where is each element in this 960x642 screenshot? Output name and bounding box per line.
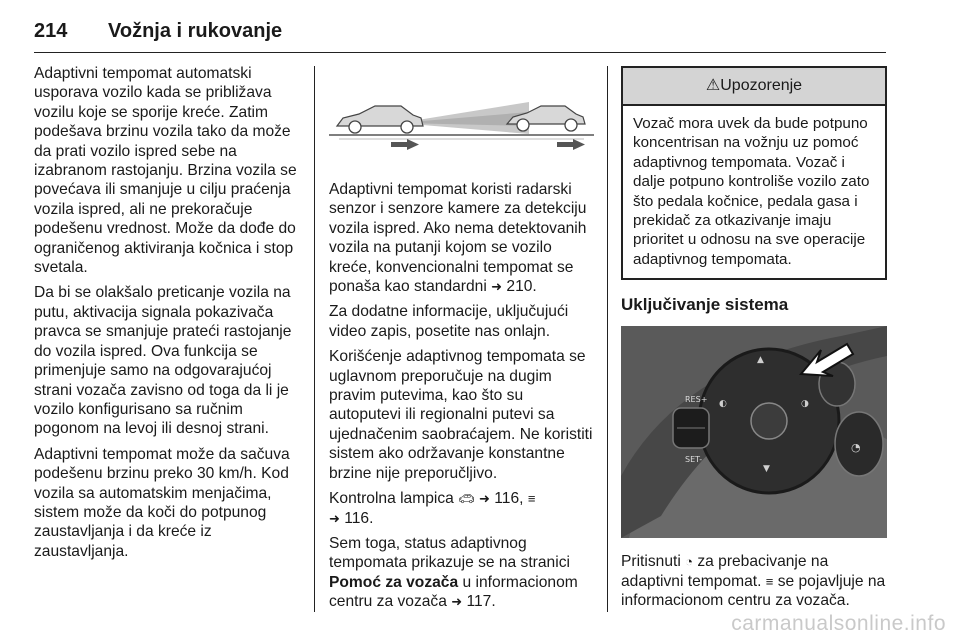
paragraph: Kontrolna lampica 🚗︎ ➜ 116, ≡ ➜ 116. xyxy=(329,490,536,527)
paragraph: Pritisnuti ◔ za prebacivanje na adaptivni tempomat. ≡ se pojavljuje na informacionom centru za vozača. xyxy=(621,553,886,610)
warning-triangle-icon: ⚠︎ xyxy=(705,77,721,94)
adaptive-cruise-button-icon: ◔ xyxy=(685,554,693,570)
driver-assistance-page-name: Pomoć za vozača xyxy=(329,573,459,591)
paragraph: Da bi se olakšalo preticanje vozila na putu, aktivacija signala pokazivača pravca se smanjuje prateći rastojanje do vozila ispred. Ova funkcija se primenjuje samo na odgovarajućoj strani vozača zavisno od toga da li je vozilo konfigurisano sa ručnim pogonom na levoj ili desnoj strani. xyxy=(34,284,292,438)
direction-arrow-icon xyxy=(557,139,585,150)
radar-illustration xyxy=(329,68,594,168)
warning-box xyxy=(621,66,887,280)
warning-header xyxy=(623,68,885,106)
res-label: RES+ xyxy=(685,395,708,405)
page-number: 214 xyxy=(34,20,68,42)
section-heading: Uključivanje sistema xyxy=(621,295,789,315)
cruise-left-icon: ◐ xyxy=(719,399,727,410)
column-2 xyxy=(329,180,594,618)
steering-wheel-controls-photo xyxy=(621,326,887,538)
reference-arrow-icon: ➜ xyxy=(491,279,503,295)
lane-assist-icon: ▼ xyxy=(763,464,770,475)
warning-title: Upozorenje xyxy=(720,77,803,94)
direction-arrow-icon xyxy=(391,139,419,150)
page-header xyxy=(34,16,886,53)
column-3 xyxy=(621,66,887,610)
paragraph: Korišćenje adaptivnog tempomata se uglavnom preporučuje na dugim pravim putevima, kao što su autoputevi ili regionalni putevi sa ujednačenim saobraćajem. Ne koristiti sistem ako održavanje konstantne brzine nije preporučljivo. xyxy=(329,348,593,482)
acc-up-icon: ▲ xyxy=(757,355,764,366)
reference-arrow-icon: ➜ xyxy=(451,594,463,610)
own-car-icon xyxy=(337,106,423,133)
set-label: SET- xyxy=(685,455,703,465)
car-icon: 🚗︎ xyxy=(458,491,475,507)
paragraph: Adaptivni tempomat može da sačuva podešenu brzinu preko 30 km/h. Kod vozila sa automatskim menjačima, sistem može da koči do potpunog zaustavljanja i da kreće iz zaustavljanja. xyxy=(34,445,290,560)
warning-text: Vozač mora uvek da bude potpuno koncentrisan na vožnju uz pomoć adaptivnog tempomata. Vozač i dalje potpuno kontroliše vozilo zato što pedala kočnice, pedala gasa i prekidač za otkazivanje imaju prioritet u odnosu na sve operacije adaptivnog tempomata. xyxy=(633,115,870,268)
column-divider-left xyxy=(314,66,315,612)
reference-arrow-icon: ➜ xyxy=(479,491,490,507)
column-1 xyxy=(34,64,304,567)
page-title: Vožnja i rukovanje xyxy=(108,20,283,42)
cruise-right-icon: ◑ xyxy=(801,399,809,410)
paragraph: Adaptivni tempomat koristi radarski senzor i senzore kamere za detekciju vozila ispred. Ako nema detektovanih vozila na putanji kojom se vozilo kreće, konvencionalni tempomat se ponaša kao standardni ➜ 210. xyxy=(329,181,587,296)
paragraph: Adaptivni tempomat automatski usporava vozilo kada se približava vozilu koje se sporije kreće. Zatim podešava brzinu vozila tako da može da prati vozilo ispred sebe na izabranom rastojanju. Brzina vozila se povećava ili smanjuje u cilju praćenja vozila ispred, ali ne prekoračuje podešenu vrednost. Može da dođe do ograničenog aktiviranja kočnica i stop svetala. xyxy=(34,65,297,277)
cruise-cancel-icon: ◔ xyxy=(851,441,861,455)
paragraph: Za dodatne informacije, uključujući video zapis, posetite nas onlajn. xyxy=(329,303,569,340)
column-divider-right xyxy=(607,66,608,612)
watermark: carmanualsonline.info xyxy=(731,612,946,635)
reference-arrow-icon: ➜ xyxy=(329,510,340,526)
paragraph: Sem toga, status adaptivnog tempomata prikazuje se na stranici Pomoć za vozača u informacionom centru za vozača ➜ 117. xyxy=(329,534,578,611)
adaptive-cruise-icon: ≡ xyxy=(765,573,774,589)
adaptive-cruise-icon: ≡ xyxy=(527,491,536,507)
